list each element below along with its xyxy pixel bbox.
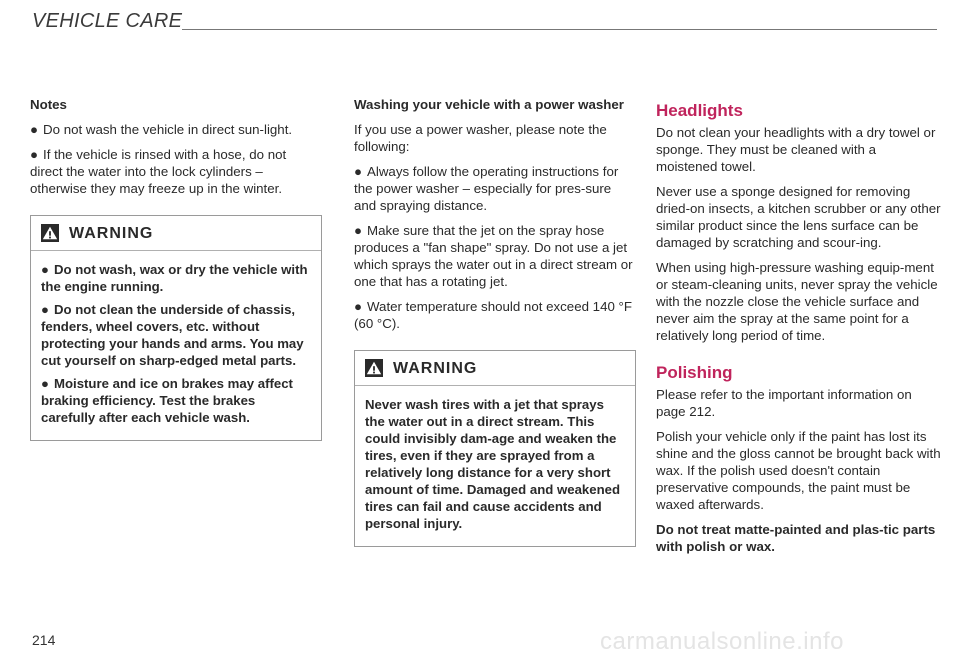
warning-title: WARNING [393, 359, 478, 377]
page-number: 214 [32, 632, 56, 648]
warning-bullet-2: ● Do not clean the underside of chassis, fenders, wheel covers, etc. without protecting your hands and arms. You may cut yourself on sharp-edged metal parts. [41, 302, 304, 368]
headlights-heading: Headlights [656, 101, 743, 120]
bullet-icon: ● [41, 262, 49, 277]
polishing-paragraph-2: Polish your vehicle only if the paint has lost its shine and the gloss cannot be brought back with wax. If the polish used doesn't contain preservative compounds, the paint must be waxed afterwards. [656, 429, 941, 512]
notes-bullet-1: ● Do not wash the vehicle in direct sun-light. [30, 122, 293, 137]
warning-bullet-3: ● Moisture and ice on brakes may affect braking efficiency. Test the brakes carefully after each vehicle wash. [41, 376, 293, 425]
warning-header [31, 216, 321, 251]
warning-triangle-icon [41, 224, 59, 242]
power-washer-bullet-3: ● Water temperature should not exceed 140 °F (60 °C). [354, 299, 632, 331]
column-1 [30, 96, 322, 441]
polishing-heading: Polishing [656, 363, 733, 382]
notes-heading: Notes [30, 97, 67, 112]
warning-body [355, 386, 635, 546]
notes-bullet-2: ● If the vehicle is rinsed with a hose, do not direct the water into the lock cylinders – otherwise they may freeze up in the winter. [30, 147, 287, 196]
power-washer-heading: Washing your vehicle with a power washer [354, 97, 624, 112]
warning-title: WARNING [69, 224, 154, 242]
bullet-icon: ● [354, 299, 363, 314]
bullet-icon: ● [30, 147, 39, 162]
warning-header [355, 351, 635, 386]
bullet-icon: ● [41, 376, 49, 391]
polishing-paragraph-1: Please refer to the important information on page 212. [656, 387, 912, 419]
bullet-icon: ● [41, 302, 49, 317]
headlights-paragraph-3: When using high-pressure washing equip-ment or steam-cleaning units, never spray the vehicle with the nozzle close the vehicle surface and never aim the spray at the same point for a relatively long period of time. [656, 260, 938, 343]
warning-triangle-icon [365, 359, 383, 377]
bullet-icon: ● [30, 122, 39, 137]
power-washer-bullet-1: ● Always follow the operating instructions for the power washer – especially for pres-sure and spraying distance. [354, 164, 619, 213]
watermark: carmanualsonline.info [600, 628, 844, 655]
column-2 [354, 96, 636, 547]
warning-bullet-1: ● Do not wash, wax or dry the vehicle with the engine running. [41, 262, 308, 294]
headlights-paragraph-2: Never use a sponge designed for removing dried-on insects, a kitchen scrubber or any other similar product since the lens surface can be damaged by scratching and scour-ing. [656, 184, 941, 250]
page-header-title: VEHICLE CARE [32, 10, 183, 32]
warning-box-2 [354, 350, 636, 547]
bullet-icon: ● [354, 164, 363, 179]
warning-body [31, 251, 321, 440]
headlights-paragraph-1: Do not clean your headlights with a dry towel or sponge. They must be cleaned with a moistened towel. [656, 125, 936, 174]
power-washer-bullet-2: ● Make sure that the jet on the spray hose produces a "fan shape" spray. Do not use a jet which sprays the water out in a direct stream or one that has a rotating jet. [354, 223, 633, 289]
bullet-icon: ● [354, 223, 363, 238]
warning-text: Never wash tires with a jet that sprays the water out in a direct stream. This could invisibly dam-age and weaken the tires, even if they are sprayed from a relatively long distance for a very short amount of time. Damaged and weakened tires can fail and cause accidents and personal injury. [365, 397, 621, 531]
column-3 [656, 96, 941, 563]
warning-box-1 [30, 215, 322, 441]
power-washer-intro: If you use a power washer, please note the following: [354, 122, 607, 154]
header-rule [182, 29, 937, 30]
polishing-bold-note: Do not treat matte-painted and plas-tic parts with polish or wax. [656, 522, 936, 554]
